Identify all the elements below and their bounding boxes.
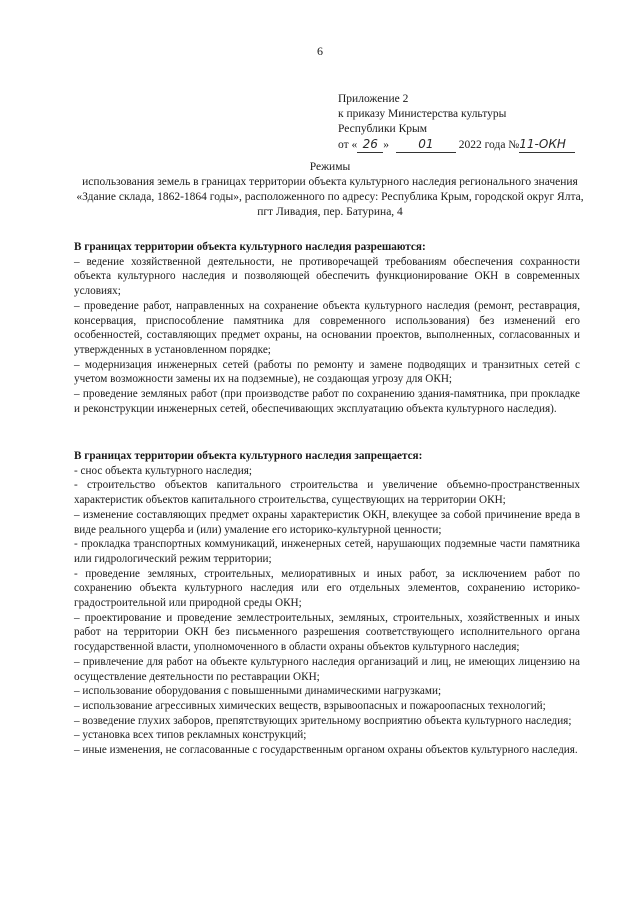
prohibited-item: – иные изменения, не согласованные с государственным органом охраны объектов культурного наследия.: [74, 744, 578, 757]
date-month-handwritten: 01: [396, 137, 456, 153]
prohibited-item: – привлечение для работ на объекте культурного наследия организаций и лиц, не имеющих лицензию на осуществление деятельности по реставрации ОКН;: [74, 655, 580, 683]
date-close: »: [383, 139, 389, 151]
allowed-item: – ведение хозяйственной деятельности, не противоречащей требованиям обеспечения сохранности объекта культурного наследия и позволяющей обеспечить функционирование ОКН в современных условиях;: [74, 255, 580, 298]
date-year: 2022 года №: [458, 139, 520, 151]
prohibited-item: – использование агрессивных химических веществ, взрывоопасных и пожароопасных технологий;: [74, 699, 546, 712]
appendix-line-2: к приказу Министерства культуры: [338, 108, 507, 120]
document-title: Режимы: [309, 161, 351, 173]
date-prefix: от «: [338, 139, 358, 151]
allowed-section: [74, 240, 580, 416]
document-title-block: [70, 160, 590, 220]
date-day-handwritten: 26: [357, 137, 383, 153]
prohibited-item: - строительство объектов капитального строительства и увеличение объемно-пространственных характеристик объектов капитального строительства, существующих на территории ОКН;: [74, 479, 580, 507]
page-number: 6: [317, 44, 323, 58]
appendix-date-line: [338, 137, 618, 153]
allowed-item: – проведение работ, направленных на сохранение объекта культурного наследия (ремонт, реставрация, консервация, приспособление памятника для современного использования) без изменений его особенностей, составляющих предмет охраны, на основании проектов, выполненных, согласованных и утвержденных в установленном порядке;: [74, 299, 580, 356]
allowed-item: – модернизация инженерных сетей (работы по ремонту и замене подводящих и транзитных сетей с учетом возможности замены их на подземные), не создающая угрозу для ОКН;: [74, 358, 580, 386]
prohibited-item: - проведение земляных, строительных, мелиоративных и иных работ, за исключением работ по сохранению объекта культурного наследия или его отдельных элементов, сохранению историко-градостроительной или природной среды ОКН;: [74, 567, 580, 610]
allowed-heading: В границах территории объекта культурного наследия разрешаются:: [74, 241, 426, 253]
prohibited-item: - снос объекта культурного наследия;: [74, 464, 253, 477]
prohibited-item: – использование оборудования с повышенными динамическими нагрузками;: [74, 685, 442, 698]
appendix-line-3: Республики Крым: [338, 123, 427, 135]
prohibited-heading: В границах территории объекта культурного наследия запрещается:: [74, 450, 423, 462]
appendix-line-1: Приложение 2: [338, 93, 409, 105]
prohibited-item: – проектирование и проведение землестроительных, земляных, строительных, хозяйственных и иных работ на территории ОКН без письменного разрешения соответствующего исполнительного органа государственной власти, уполномоченного в области охраны объектов культурного наследия;: [74, 611, 580, 654]
prohibited-item: - прокладка транспортных коммуникаций, инженерных сетей, нарушающих подземные части памятника или гидрологический режим территории;: [74, 538, 580, 565]
prohibited-item: – возведение глухих заборов, препятствующих зрительному восприятию объекта культурного наследия;: [74, 714, 572, 727]
prohibited-section: [74, 449, 580, 758]
order-number-handwritten: 11-ОКН: [519, 137, 575, 153]
appendix-header: [338, 92, 618, 153]
allowed-item: – проведение земляных работ (при производстве работ по сохранению здания-памятника, при прокладке и реконструкции инженерных сетей, обеспечивающих эксплуатацию объекта культурного наследия).: [74, 388, 580, 415]
prohibited-item: – установка всех типов рекламных конструкций;: [74, 729, 307, 742]
prohibited-item: – изменение составляющих предмет охраны характеристик ОКН, влекущее за собой причинение вреда в виде реального ущерба и (или) умаление его историко-культурной ценности;: [74, 508, 580, 536]
document-subtitle: использования земель в границах территории объекта культурного наследия регионального значения «Здание склада, 1862-1864 годы», расположенного по адресу: Республика Крым, городской округ Ялта, пгт Ливадия, пер. Батурина, 4: [76, 176, 584, 218]
